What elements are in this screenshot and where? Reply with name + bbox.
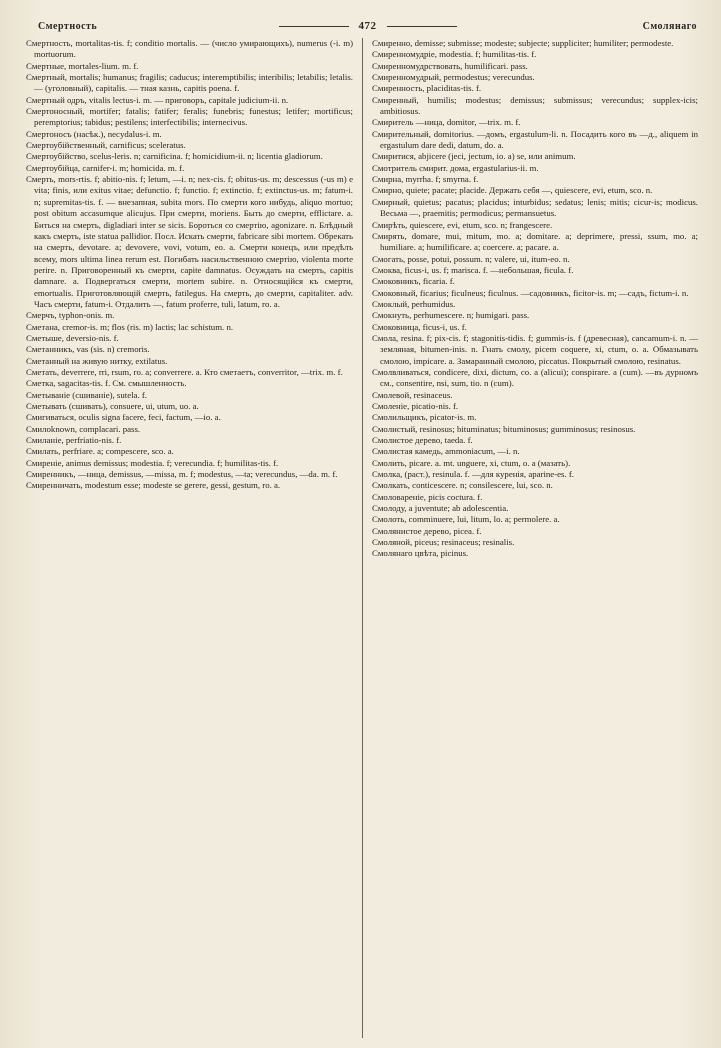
- dictionary-entry: Смолкать, conticescere. n; consilescere, lui, sco. n.: [372, 480, 553, 491]
- columns-container: [26, 38, 709, 1038]
- dictionary-entry: Смоковный, ficarius; ficulneus; ficulnus. —садовникъ, ficitor-is. m; —садъ, fictum-i. n.: [372, 287, 689, 298]
- dictionary-entry: Смолистая камедь, ammoniacum, —i. n.: [372, 446, 520, 457]
- dictionary-entry: Смигиваться, oculis signa facere, feci, factum, —io. a.: [26, 412, 221, 423]
- dictionary-entry: Сметывать (сшивать), consuere, ui, utum, uo. a.: [26, 401, 199, 411]
- dictionary-entry: Смиреніе, animus demissus; modestia. f; verecundia. f; humilitas-tis. f.: [26, 457, 279, 468]
- dictionary-entry: Сметанный на живую нитку, extilatus.: [26, 355, 168, 366]
- dictionary-entry: Смертоубійство, scelus-leris. n; carnificina. f; homicidium-ii. n; licentia gladiorum.: [26, 151, 323, 162]
- dictionary-entry: Смиритися, abjicere (jeci, jectum, io. a) se, или animum.: [372, 151, 576, 162]
- dictionary-entry: Смиренность, placiditas-tis. f.: [372, 83, 482, 94]
- dictionary-entry: Смолоду, a juventute; ab adolescentia.: [372, 503, 509, 514]
- header-right-catchword: Смолянаго: [642, 21, 697, 32]
- dictionary-entry: Смирна, myrrha. f; smyrna. f.: [372, 174, 479, 185]
- dictionary-entry: Смиланіе, perfriatio-nis. f.: [26, 435, 122, 446]
- dictionary-entry: Смиренничать, modestum esse; modeste se gerere, gessi, gestum, ro. a.: [26, 480, 281, 491]
- dictionary-entry: Смертоубійственный, carnificus; sceleratus.: [26, 140, 186, 151]
- dictionary-entry: Смоляной, piceus; resinaceus; resinalis.: [372, 537, 515, 548]
- dictionary-entry: Смолвливаться, condicere, dixi, dictum, co. a (alicui); conspirare. a (cum). —въ дурномъ см., consentire, nsi, sum, tio. n (cum).: [372, 366, 698, 389]
- left-column: [26, 38, 362, 1038]
- dictionary-entry: Смогать, posse, potui, possum. n; valere, ui, itum-eo. n.: [372, 253, 570, 264]
- dictionary-entry: Смиренномудрствовать, humilificari. pass.: [372, 60, 528, 71]
- header-left-catchword: Смертность: [38, 21, 98, 32]
- dictionary-entry: Смиренный, humilis; modestus; demissus; submissus; verecundus; supplex-icis; ambitiosus.: [372, 94, 698, 117]
- dictionary-entry: Смоковникъ, ficaria. f.: [372, 276, 455, 287]
- dictionary-entry: Смиренно, demisse; submisse; modeste; subjecte; suppliciter; humiliter; permodeste.: [372, 38, 674, 48]
- dictionary-entry: Смилоknown, complacari. pass.: [26, 423, 141, 434]
- dictionary-entry: Смиренникъ, —ница, demissus, —missa, m. f; modestus, —ta; verecundus, —da. m. f.: [26, 469, 338, 480]
- dictionary-entry: Смоловареніе, picis coctura. f.: [372, 491, 483, 502]
- dictionary-entry: Сметать, deverrere, rri, rsum, ro. a; converrere. a. Кто сметаетъ, converritor, —trix. m. f.: [26, 366, 343, 377]
- dictionary-entry: Смертоносный, mortifer; fatalis; fatifer; feralis; funebris; funestus; letifer; mortificus; peremptorius; tabidus; pestilens; interfectibilis; internecivus.: [26, 106, 353, 128]
- header-rule-right: [387, 26, 457, 27]
- dictionary-entry: Смиренномудріе, modestia. f; humilitas-tis. f.: [372, 49, 537, 60]
- dictionary-entry: Смертный одръ, vitalis lectus-i. m. — приговоръ, capitale judicium-ii. n.: [26, 94, 289, 105]
- dictionary-entry: Смолянаго цвѣта, picinus.: [372, 548, 469, 559]
- page-number: 472: [358, 20, 377, 32]
- dictionary-entry: Смертоубійца, carnifer-i. m; homicida. m. f.: [26, 162, 185, 173]
- dictionary-entry: Смерчъ, typhon-onis. m.: [26, 310, 115, 321]
- dictionary-entry: Смертоносъ (насѣк.), necydalus-i. m.: [26, 128, 162, 139]
- dictionary-entry: Сметка, sagacitas-tis. f. См. смышленность.: [26, 378, 187, 389]
- dictionary-entry: Смерть, mors-rtis. f; abitio-nis. f; letum, —i. n; nex-cis. f; obitus-us. m; descessus (-us m) e vita; finis, или exitus vitae; defunctio. f; functio. f; extinctio. f; extinctus-us. m; fatum-i. n; supremitas-tis. f. — внезапная, subita mors. По смерти кого нибудь, aliquo mortuo; post obitum accasumque alicujus. При смерти, moriens. Быть до смерти, efflictare. a. Биться на смерть, digladiari inter se sicis. Бороться со смертію, agonizare. n. Блѣдный какъ смерть, iste statua pallidior. Посл. Искать смерти, fabricare sibi mortem. Обрекать на смерть, devotare. a; devovere, vovi, votum, eo. a. Смерти конецъ, или предѣлъ всему, mors ultima linea rerum est. Погибать насильственною смертію, violenta morte perire. n. Приговоренный къ смерти, capite damnatus. Осуждать на смерть, capitis damnare. a. Подвергаться смерти, mortem subire. n. Относящійся къ смерти, emortualis. Приготовляющій смерть, fatilegus. На смерть, до смерти, capitaliter. adv. Часъ смерти, fatum-i. Отдалить —, fatum proferre, tuli, latum, ro. a.: [26, 174, 353, 309]
- dictionary-entry: Смирный, quietus; pacatus; placidus; inturbidus; sedatus; lenis; mitis; cicur-is; modicus. Весьма —, praemitis; permodicus; permansuetus.: [372, 196, 698, 219]
- dictionary-entry: Смоленіе, picatio-nis. f.: [372, 401, 459, 411]
- dictionary-entry: Смолистый, resinosus; bituminatus; bituminosus; gumminosus; resinosus.: [372, 423, 636, 434]
- dictionary-entry: Смотритель смирит. дома, ergastularius-ii. m.: [372, 162, 539, 173]
- dictionary-entry: Смолильщикъ, picator-is. m.: [372, 412, 477, 423]
- dictionary-entry: Смирять, domare, mui, mitum, mo. a; domitare. a; deprimere, pressi, ssum, mo. a; humiliare. a; humilificare. a; coercere. a; pacare. a.: [372, 230, 698, 253]
- dictionary-entry: Смиренномудрый, permodestus; verecundus.: [372, 72, 535, 83]
- header-rule-left: [279, 26, 349, 27]
- dictionary-entry: Смолка, (раст.), resinula. f. —для куренія, aparine-es. f.: [372, 469, 574, 480]
- dictionary-entry: Сметана, cremor-is. m; flos (ris. m) lactis; lac schistum. n.: [26, 321, 234, 332]
- dictionary-entry: Смоклый, perhumidus.: [372, 298, 456, 309]
- dictionary-entry: Смолистое дерево, taeda. f.: [372, 435, 473, 446]
- dictionary-entry: Смертный, mortalis; humanus; fragilis; caducus; interemptibilis; interibilis; letabilis; letalis. — (уголовный), capitalis. — тная казнь, capitis poena. f.: [26, 72, 353, 94]
- dictionary-entry: Смолить, picare. a. mt. unguere, xi, ctum, o. a (мазать).: [372, 457, 571, 468]
- dictionary-entry: Смоковница, ficus-i, us. f.: [372, 321, 467, 332]
- dictionary-entry: Смола, resina. f; pix-cis. f; stagonitis-tidis. f; gummis-is. f (древесная), cancamum-i. n. —земляная, bitumen-inis. n. Гнать смолу, picem coquere, xi, ctum, o. a. Обмазывать смолою, impicare. a. Замаранный смолою, piccatus. Покрытый смолою, resinatus.: [372, 332, 698, 366]
- dictionary-entry: Смокнуть, perhumescere. n; humigari. pass.: [372, 310, 530, 321]
- dictionary-entry: Смилать, perfriare. a; compescere, sco. a.: [26, 446, 174, 457]
- dictionary-entry: Смирно, quiete; pacate; placide. Держать себя —, quiescere, evi, etum, sco. n.: [372, 185, 653, 196]
- dictionary-entry: Смертность, mortalitas-tis. f; conditio mortalis. — (число умирающихъ), numerus (-i. m) mortuorum.: [26, 38, 353, 60]
- dictionary-entry: Смолевой, resinaceus.: [372, 389, 453, 400]
- page-header: [26, 6, 709, 32]
- dictionary-entry: Сметанникъ, vas (sis. n) cremoris.: [26, 344, 150, 355]
- header-page-number-block: [198, 20, 537, 32]
- right-column: [362, 38, 698, 1038]
- dictionary-entry: Смертные, mortales-lium. m. f.: [26, 60, 139, 71]
- dictionary-entry: Сметываніе (сшиваніе), sutela. f.: [26, 389, 147, 400]
- dictionary-entry: Смоква, ficus-i, us. f; marisca. f. —небольшая, ficula. f.: [372, 264, 574, 275]
- dictionary-entry: Сметыше, deversio-nis. f.: [26, 332, 119, 343]
- dictionary-entry: Смирительный, domitorius. —домъ, ergastulum-li. n. Посадить кого въ —д., aliquem in ergastulum dare dedi, datum, do. a.: [372, 128, 698, 151]
- dictionary-entry: Смирѣть, quiescere, evi, etum, sco. n; frangescere.: [372, 219, 553, 230]
- dictionary-entry: Смиритель —ница, domitor, —trix. m. f.: [372, 117, 521, 128]
- dictionary-entry: Смолоть, comminuere, lui, litum, lo. a; permolere. a.: [372, 514, 560, 525]
- dictionary-entry: Смолянистое дерево, picea. f.: [372, 525, 482, 536]
